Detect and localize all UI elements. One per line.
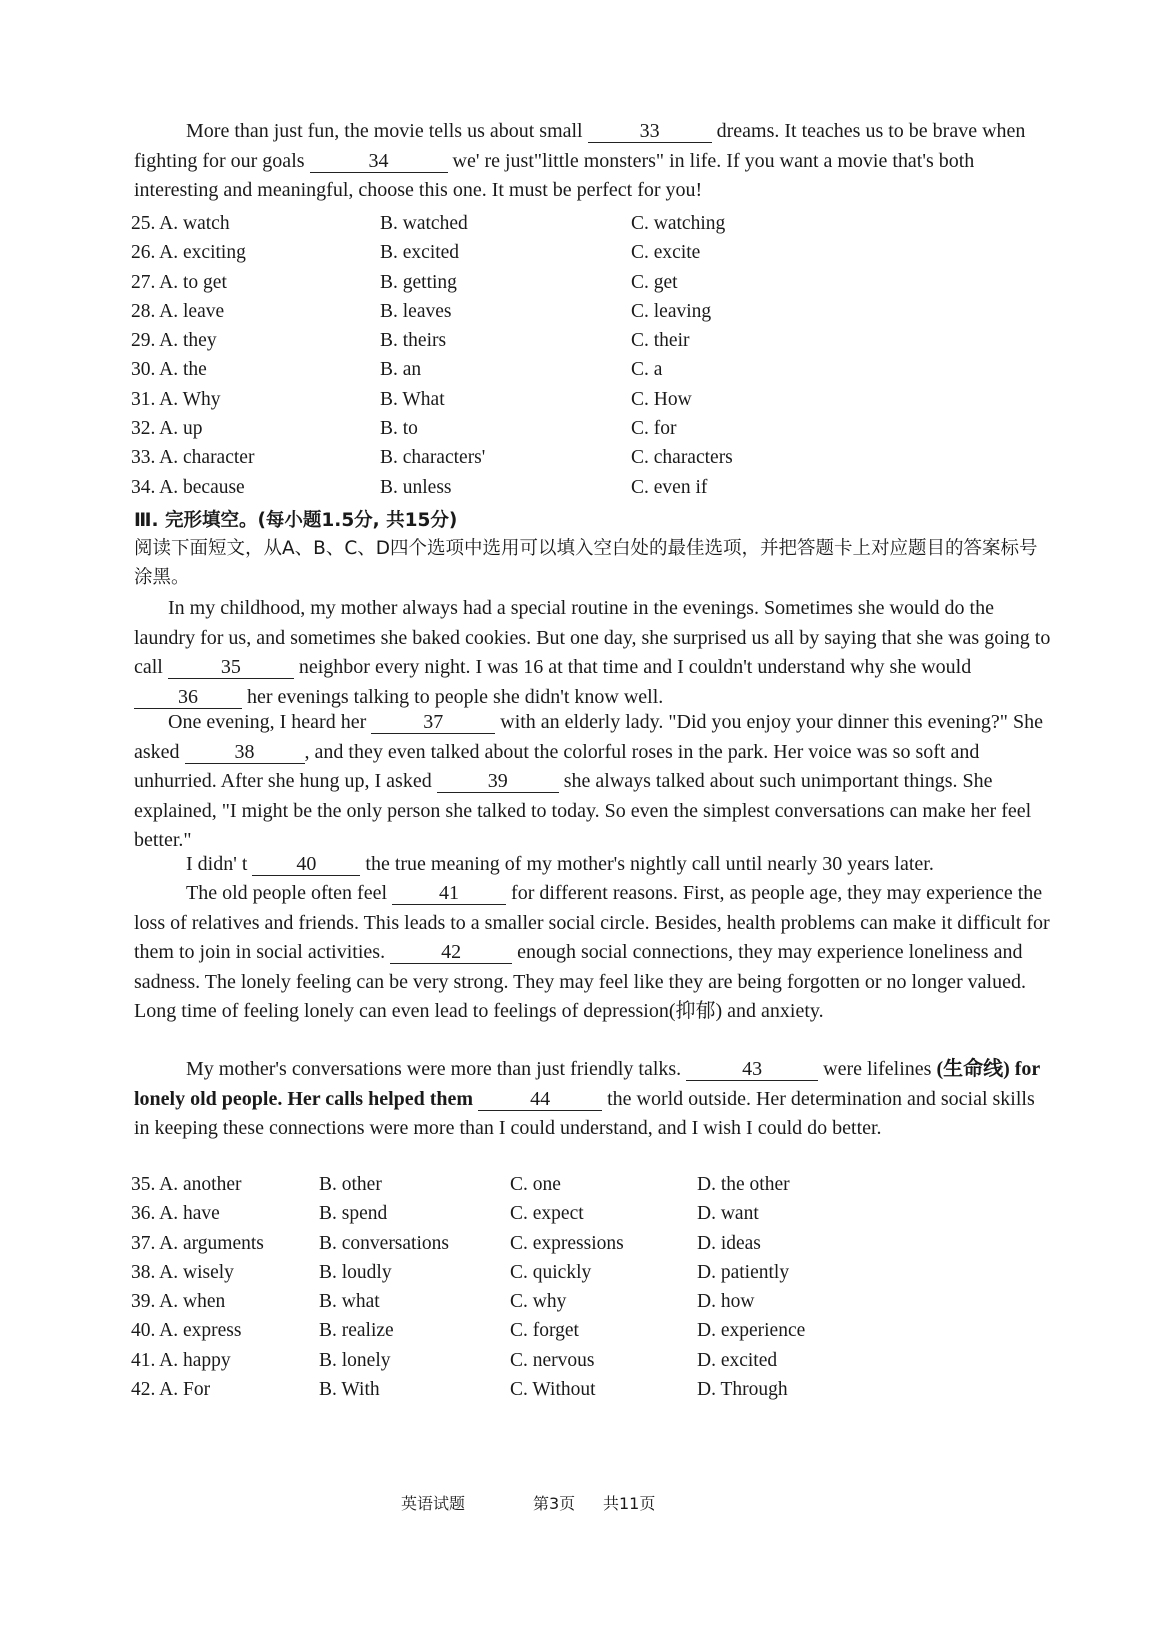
option-d: D. patiently <box>697 1261 790 1283</box>
option-c: C. characters <box>631 447 733 469</box>
passage-a-ending <box>134 117 1054 206</box>
text: we' re just"little monsters" in life. If you want a movie that's both interesting and meaningful, choose this one. It must be perfect for you! <box>134 149 975 201</box>
option-c: C. expressions <box>510 1232 624 1254</box>
option-c: C. expect <box>510 1203 584 1225</box>
option-c: C. How <box>631 388 692 410</box>
option-c: C. even if <box>631 476 708 498</box>
option-a: 28. A. leave <box>131 300 225 322</box>
footer-subject: 英语试题 <box>401 1494 466 1513</box>
text: enough social connections, they may experience loneliness and sadness. The lonely feeling can be very strong. They may feel like they are being forgotten or no longer valued. Long time of feeling lonely can even lead to feelings of depression(抑郁) and anxiety. <box>134 941 1026 1022</box>
section-heading: Ⅲ. 完形填空。(每小题1.5分, 共15分) <box>134 510 458 531</box>
text: The old people often feel <box>186 882 388 904</box>
option-a: 31. A. Why <box>131 388 221 410</box>
option-a: 26. A. exciting <box>131 242 246 264</box>
blank-38: 38 <box>185 741 305 764</box>
option-c: C. excite <box>631 242 701 264</box>
paragraph-2 <box>134 708 1054 856</box>
option-c: C. their <box>631 330 690 352</box>
option-b: B. What <box>380 388 445 410</box>
paragraph-1 <box>134 594 1054 712</box>
blank-35: 35 <box>168 656 294 679</box>
option-a: 27. A. to get <box>131 271 227 293</box>
text: her evenings talking to people she didn't know well. <box>247 685 664 708</box>
paragraph-4 <box>134 879 1054 1027</box>
option-a: 32. A. up <box>131 418 203 440</box>
option-d: D. experience <box>697 1320 806 1342</box>
option-a: 38. A. wisely <box>131 1261 234 1283</box>
option-d: D. Through <box>697 1379 788 1401</box>
option-b: B. theirs <box>380 330 447 352</box>
blank-40: 40 <box>252 853 360 876</box>
blank-44: 44 <box>478 1088 602 1111</box>
option-b: B. characters' <box>380 447 486 469</box>
blank-36: 36 <box>134 686 242 709</box>
text: neighbor every night. I was 16 at that time and I couldn't understand why she would <box>298 656 972 678</box>
option-c: C. a <box>631 359 663 381</box>
option-c: C. quickly <box>510 1261 592 1283</box>
option-b: B. unless <box>380 476 452 498</box>
option-b: B. lonely <box>319 1349 391 1371</box>
option-a: 39. A. when <box>131 1291 226 1313</box>
bold-text: (生命线) for lonely old people. Her calls helped them <box>134 1058 1040 1110</box>
blank-41: 41 <box>392 882 506 905</box>
option-c: C. nervous <box>510 1349 595 1371</box>
option-d: D. ideas <box>697 1232 761 1254</box>
option-b: B. leaves <box>380 300 452 322</box>
option-b: B. loudly <box>319 1261 392 1283</box>
footer-total-pages: 共11页 <box>603 1494 656 1513</box>
text: she always talked about such unimportant things. She explained, "I might be the only person she talked to today. So even the simplest conversations can make her feel better." <box>134 770 1032 851</box>
option-a: 42. A. For <box>131 1379 211 1401</box>
text: One evening, I heard her <box>168 711 367 733</box>
option-a: 37. A. arguments <box>131 1232 264 1254</box>
option-c: C. forget <box>510 1320 579 1342</box>
option-b: B. other <box>319 1174 382 1195</box>
text: dreams. It teaches us to be brave when fighting for our goals <box>134 120 1026 172</box>
option-b: B. excited <box>380 242 460 264</box>
option-a: 41. A. happy <box>131 1349 231 1371</box>
option-a: 25. A. watch <box>131 213 230 234</box>
option-b: B. realize <box>319 1320 394 1342</box>
text: for different reasons. First, as people age, they may experience the loss of relatives and friends. This leads to a smaller social circle. Besides, health problems can make it difficult for them to join in social activities. <box>134 882 1050 963</box>
option-a: 33. A. character <box>131 447 255 469</box>
section-instruction: 阅读下面短文，从A、B、C、D四个选项中选用可以填入空白处的最佳选项，并把答题卡上对应题目的答案标号涂黑。 <box>134 538 1038 588</box>
text: My mother's conversations were more than just friendly talks. <box>186 1058 682 1080</box>
text: I didn' t <box>186 853 248 875</box>
option-c: C. watching <box>631 213 726 234</box>
option-a: 40. A. express <box>131 1320 242 1342</box>
option-b: B. to <box>380 418 418 440</box>
option-b: B. an <box>380 359 422 381</box>
option-d: D. want <box>697 1203 759 1225</box>
option-b: B. conversations <box>319 1232 449 1254</box>
text: the true meaning of my mother's nightly call until nearly 30 years later. <box>365 853 934 875</box>
option-c: C. one <box>510 1174 561 1195</box>
option-d: D. the other <box>697 1174 790 1195</box>
blank-34: 34 <box>310 150 448 173</box>
option-b: B. what <box>319 1291 380 1313</box>
option-b: B. With <box>319 1379 380 1401</box>
option-d: D. excited <box>697 1349 778 1371</box>
option-a: 36. A. have <box>131 1203 220 1225</box>
option-c: C. leaving <box>631 300 712 322</box>
blank-42: 42 <box>390 941 512 964</box>
footer-page-number: 第3页 <box>533 1494 576 1513</box>
option-b: B. spend <box>319 1203 388 1225</box>
paragraph-3 <box>134 850 1054 880</box>
option-a: 35. A. another <box>131 1174 242 1195</box>
text: with an elderly lady. "Did you enjoy your dinner this evening?" She asked <box>134 711 1043 763</box>
option-b: B. watched <box>380 213 468 234</box>
option-d: D. how <box>697 1291 755 1313</box>
option-a: 34. A. because <box>131 476 245 498</box>
text: were lifelines <box>823 1058 932 1080</box>
text: More than just fun, the movie tells us about small <box>186 120 583 142</box>
text: the world outside. Her determination and social skills in keeping these connections were more than I could understand, and I wish I could do better. <box>134 1087 1035 1139</box>
blank-33: 33 <box>588 120 712 143</box>
option-c: C. get <box>631 271 678 293</box>
blank-39: 39 <box>437 770 559 793</box>
text: In my childhood, my mother always had a special routine in the evenings. Sometimes she would do the laundry for us, and sometimes she baked cookies. But one day, she surprised us all by saying that she was going to call <box>134 597 1051 678</box>
option-c: C. Without <box>510 1379 596 1401</box>
option-a: 29. A. they <box>131 330 217 352</box>
paragraph-5 <box>134 1055 1054 1144</box>
option-c: C. why <box>510 1291 567 1313</box>
blank-43: 43 <box>686 1058 818 1081</box>
text: , and they even talked about the colorful roses in the park. Her voice was so soft and unhurried. After she hung up, I asked <box>134 740 980 792</box>
blank-37: 37 <box>371 711 495 734</box>
option-c: C. for <box>631 418 677 440</box>
option-b: B. getting <box>380 271 457 293</box>
option-a: 30. A. the <box>131 359 207 381</box>
